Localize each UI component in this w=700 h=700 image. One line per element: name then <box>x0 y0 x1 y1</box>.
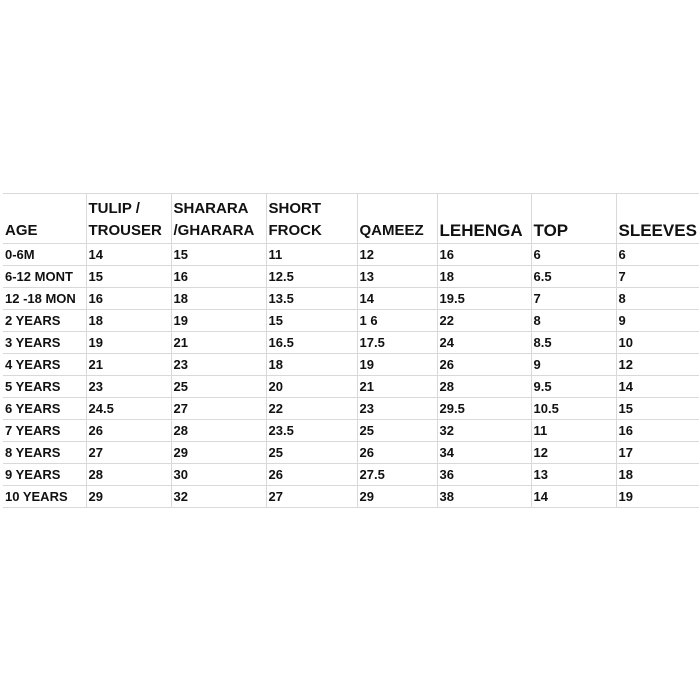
header-qameez: QAMEEZ <box>357 194 437 244</box>
cell-short-frock: 20 <box>266 376 357 398</box>
cell-tulip-trouser: 14 <box>86 244 171 266</box>
cell-tulip-trouser: 23 <box>86 376 171 398</box>
cell-sharara-gharara: 18 <box>171 288 266 310</box>
cell-short-frock: 25 <box>266 442 357 464</box>
cell-age: 0-6M <box>3 244 86 266</box>
cell-lehenga: 32 <box>437 420 531 442</box>
cell-sharara-gharara: 21 <box>171 332 266 354</box>
cell-tulip-trouser: 19 <box>86 332 171 354</box>
header-sleeves: SLEEVES <box>616 194 699 244</box>
table-row <box>3 244 699 266</box>
cell-sharara-gharara: 15 <box>171 244 266 266</box>
cell-sharara-gharara: 27 <box>171 398 266 420</box>
size-chart-table <box>3 193 699 508</box>
cell-short-frock: 27 <box>266 486 357 508</box>
cell-sleeves: 19 <box>616 486 699 508</box>
header-tulip-trouser: TULIP / TROUSER <box>86 194 171 244</box>
cell-age: 6-12 MONT <box>3 266 86 288</box>
cell-age: 4 YEARS <box>3 354 86 376</box>
cell-top: 13 <box>531 464 616 486</box>
cell-tulip-trouser: 21 <box>86 354 171 376</box>
cell-top: 11 <box>531 420 616 442</box>
table-body <box>3 244 699 508</box>
cell-short-frock: 26 <box>266 464 357 486</box>
cell-sleeves: 18 <box>616 464 699 486</box>
cell-lehenga: 19.5 <box>437 288 531 310</box>
cell-age: 7 YEARS <box>3 420 86 442</box>
cell-qameez: 12 <box>357 244 437 266</box>
cell-age: 10 YEARS <box>3 486 86 508</box>
cell-lehenga: 26 <box>437 354 531 376</box>
cell-tulip-trouser: 15 <box>86 266 171 288</box>
cell-sleeves: 12 <box>616 354 699 376</box>
cell-lehenga: 36 <box>437 464 531 486</box>
header-top: TOP <box>531 194 616 244</box>
cell-lehenga: 38 <box>437 486 531 508</box>
cell-short-frock: 23.5 <box>266 420 357 442</box>
cell-age: 12 -18 MON <box>3 288 86 310</box>
cell-lehenga: 24 <box>437 332 531 354</box>
cell-sharara-gharara: 23 <box>171 354 266 376</box>
cell-short-frock: 15 <box>266 310 357 332</box>
cell-sleeves: 15 <box>616 398 699 420</box>
cell-lehenga: 16 <box>437 244 531 266</box>
cell-age: 2 YEARS <box>3 310 86 332</box>
cell-tulip-trouser: 28 <box>86 464 171 486</box>
cell-lehenga: 28 <box>437 376 531 398</box>
cell-qameez: 1 6 <box>357 310 437 332</box>
cell-sharara-gharara: 16 <box>171 266 266 288</box>
cell-sharara-gharara: 29 <box>171 442 266 464</box>
cell-qameez: 14 <box>357 288 437 310</box>
cell-top: 9.5 <box>531 376 616 398</box>
cell-sleeves: 10 <box>616 332 699 354</box>
cell-top: 12 <box>531 442 616 464</box>
cell-qameez: 26 <box>357 442 437 464</box>
header-row <box>3 194 699 244</box>
table-row <box>3 266 699 288</box>
header-age: AGE <box>3 194 86 244</box>
cell-sharara-gharara: 30 <box>171 464 266 486</box>
cell-qameez: 21 <box>357 376 437 398</box>
cell-qameez: 19 <box>357 354 437 376</box>
table-row <box>3 332 699 354</box>
cell-short-frock: 13.5 <box>266 288 357 310</box>
cell-tulip-trouser: 27 <box>86 442 171 464</box>
cell-sleeves: 8 <box>616 288 699 310</box>
table-row <box>3 288 699 310</box>
cell-top: 14 <box>531 486 616 508</box>
cell-qameez: 17.5 <box>357 332 437 354</box>
cell-tulip-trouser: 24.5 <box>86 398 171 420</box>
cell-top: 10.5 <box>531 398 616 420</box>
cell-short-frock: 18 <box>266 354 357 376</box>
header-sharara-gharara: SHARARA /GHARARA <box>171 194 266 244</box>
cell-lehenga: 34 <box>437 442 531 464</box>
table-row <box>3 486 699 508</box>
cell-qameez: 29 <box>357 486 437 508</box>
cell-sharara-gharara: 28 <box>171 420 266 442</box>
cell-age: 9 YEARS <box>3 464 86 486</box>
table-row <box>3 354 699 376</box>
table-row <box>3 420 699 442</box>
cell-tulip-trouser: 18 <box>86 310 171 332</box>
cell-sharara-gharara: 25 <box>171 376 266 398</box>
cell-tulip-trouser: 29 <box>86 486 171 508</box>
cell-qameez: 25 <box>357 420 437 442</box>
cell-sleeves: 16 <box>616 420 699 442</box>
cell-lehenga: 22 <box>437 310 531 332</box>
cell-age: 5 YEARS <box>3 376 86 398</box>
header-short-frock: SHORT FROCK <box>266 194 357 244</box>
cell-short-frock: 11 <box>266 244 357 266</box>
cell-short-frock: 22 <box>266 398 357 420</box>
table-row <box>3 398 699 420</box>
cell-qameez: 23 <box>357 398 437 420</box>
cell-age: 3 YEARS <box>3 332 86 354</box>
cell-sleeves: 17 <box>616 442 699 464</box>
cell-qameez: 13 <box>357 266 437 288</box>
cell-sleeves: 14 <box>616 376 699 398</box>
cell-qameez: 27.5 <box>357 464 437 486</box>
cell-tulip-trouser: 26 <box>86 420 171 442</box>
cell-age: 6 YEARS <box>3 398 86 420</box>
cell-top: 8 <box>531 310 616 332</box>
cell-top: 6.5 <box>531 266 616 288</box>
cell-top: 9 <box>531 354 616 376</box>
cell-top: 8.5 <box>531 332 616 354</box>
cell-sleeves: 6 <box>616 244 699 266</box>
cell-lehenga: 18 <box>437 266 531 288</box>
cell-sleeves: 7 <box>616 266 699 288</box>
table-row <box>3 464 699 486</box>
cell-lehenga: 29.5 <box>437 398 531 420</box>
table-row <box>3 376 699 398</box>
cell-short-frock: 12.5 <box>266 266 357 288</box>
cell-tulip-trouser: 16 <box>86 288 171 310</box>
table-row <box>3 310 699 332</box>
cell-sleeves: 9 <box>616 310 699 332</box>
cell-age: 8 YEARS <box>3 442 86 464</box>
cell-top: 6 <box>531 244 616 266</box>
cell-sharara-gharara: 32 <box>171 486 266 508</box>
cell-sharara-gharara: 19 <box>171 310 266 332</box>
cell-short-frock: 16.5 <box>266 332 357 354</box>
header-lehenga: LEHENGA <box>437 194 531 244</box>
table-row <box>3 442 699 464</box>
cell-top: 7 <box>531 288 616 310</box>
